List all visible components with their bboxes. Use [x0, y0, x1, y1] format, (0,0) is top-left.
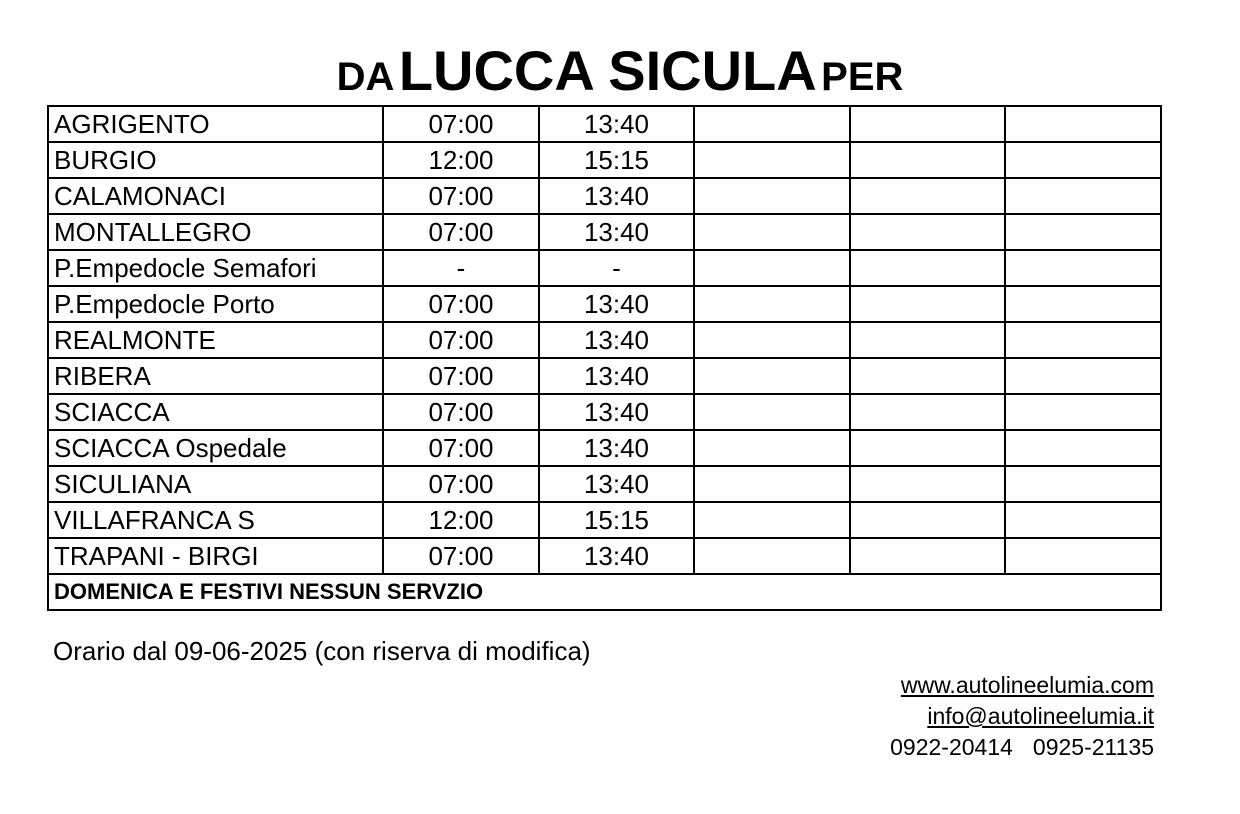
- departure-time-cell: -: [539, 250, 694, 286]
- destination-cell: BURGIO: [48, 142, 383, 178]
- phone-number-2: 0925-21135: [1032, 734, 1154, 760]
- destination-cell: RIBERA: [48, 358, 383, 394]
- departure-time-cell: 13:40: [539, 322, 694, 358]
- departure-time-cell: 13:40: [539, 394, 694, 430]
- destination-cell: CALAMONACI: [48, 178, 383, 214]
- departure-time-cell: [694, 250, 850, 286]
- departure-time-cell: 07:00: [383, 178, 539, 214]
- departure-time-cell: [694, 538, 850, 574]
- departure-time-cell: 13:40: [539, 106, 694, 142]
- departure-time-cell: [1005, 466, 1161, 502]
- departure-time-cell: 07:00: [383, 106, 539, 142]
- departure-time-cell: 13:40: [539, 214, 694, 250]
- no-service-notice: DOMENICA E FESTIVI NESSUN SERVZIO: [48, 574, 1161, 610]
- departure-time-cell: [850, 466, 1005, 502]
- departure-time-cell: [1005, 286, 1161, 322]
- notice-row: [48, 574, 1161, 610]
- phone-numbers: [890, 732, 1154, 762]
- departure-time-cell: 13:40: [539, 430, 694, 466]
- destination-cell: MONTALLEGRO: [48, 214, 383, 250]
- departure-time-cell: [850, 322, 1005, 358]
- table-row: [48, 106, 1161, 142]
- table-row: [48, 466, 1161, 502]
- departure-time-cell: [1005, 502, 1161, 538]
- table-row: [48, 286, 1161, 322]
- title-prefix: DA: [336, 55, 395, 99]
- departure-time-cell: [694, 286, 850, 322]
- destination-cell: SCIACCA Ospedale: [48, 430, 383, 466]
- email-link[interactable]: info@autolineelumia.it: [927, 703, 1154, 729]
- departure-time-cell: 07:00: [383, 394, 539, 430]
- departure-time-cell: [1005, 214, 1161, 250]
- table-row: [48, 322, 1161, 358]
- departure-time-cell: [850, 430, 1005, 466]
- departure-time-cell: 12:00: [383, 142, 539, 178]
- departure-time-cell: [1005, 430, 1161, 466]
- destination-cell: P.Empedocle Semafori: [48, 250, 383, 286]
- departure-time-cell: [850, 394, 1005, 430]
- departure-time-cell: 13:40: [539, 538, 694, 574]
- departure-time-cell: [694, 106, 850, 142]
- destination-cell: SICULIANA: [48, 466, 383, 502]
- departure-time-cell: [850, 214, 1005, 250]
- table-row: [48, 394, 1161, 430]
- page-title: [0, 38, 1240, 104]
- departure-time-cell: [1005, 538, 1161, 574]
- departure-time-cell: [850, 286, 1005, 322]
- table-row: [48, 538, 1161, 574]
- departure-time-cell: [694, 466, 850, 502]
- departure-time-cell: [694, 142, 850, 178]
- title-suffix: PER: [821, 55, 904, 99]
- departure-time-cell: [850, 106, 1005, 142]
- departure-time-cell: [694, 358, 850, 394]
- destination-cell: AGRIGENTO: [48, 106, 383, 142]
- table-row: [48, 250, 1161, 286]
- departure-time-cell: 07:00: [383, 286, 539, 322]
- departure-time-cell: [1005, 142, 1161, 178]
- departure-time-cell: 13:40: [539, 286, 694, 322]
- table-row: [48, 430, 1161, 466]
- website-link[interactable]: www.autolineelumia.com: [900, 672, 1154, 698]
- departure-time-cell: 07:00: [383, 322, 539, 358]
- departure-time-cell: 07:00: [383, 430, 539, 466]
- departure-time-cell: [850, 178, 1005, 214]
- destination-cell: SCIACCA: [48, 394, 383, 430]
- departure-time-cell: [850, 538, 1005, 574]
- departure-time-cell: [850, 358, 1005, 394]
- departure-time-cell: -: [383, 250, 539, 286]
- destination-cell: VILLAFRANCA S: [48, 502, 383, 538]
- destination-cell: P.Empedocle Porto: [48, 286, 383, 322]
- table-row: [48, 358, 1161, 394]
- departure-time-cell: [1005, 178, 1161, 214]
- departure-time-cell: [1005, 250, 1161, 286]
- departure-time-cell: 15:15: [539, 142, 694, 178]
- departure-time-cell: 13:40: [539, 178, 694, 214]
- departure-time-cell: [694, 394, 850, 430]
- departure-time-cell: [694, 214, 850, 250]
- departure-time-cell: 07:00: [383, 214, 539, 250]
- departure-time-cell: [850, 142, 1005, 178]
- phone-number-1: 0922-20414: [890, 734, 1013, 760]
- departure-time-cell: [694, 178, 850, 214]
- table-row: [48, 142, 1161, 178]
- departure-time-cell: 13:40: [539, 358, 694, 394]
- departure-time-cell: [850, 250, 1005, 286]
- departure-time-cell: 12:00: [383, 502, 539, 538]
- departure-time-cell: [850, 502, 1005, 538]
- departure-time-cell: [694, 430, 850, 466]
- departure-time-cell: 07:00: [383, 538, 539, 574]
- timetable-body: [48, 106, 1161, 610]
- title-origin: LUCCA SICULA: [398, 39, 817, 102]
- departure-time-cell: [1005, 358, 1161, 394]
- departure-time-cell: 15:15: [539, 502, 694, 538]
- destination-cell: TRAPANI - BIRGI: [48, 538, 383, 574]
- departure-time-cell: [1005, 322, 1161, 358]
- departure-time-cell: [1005, 394, 1161, 430]
- table-row: [48, 178, 1161, 214]
- destination-cell: REALMONTE: [48, 322, 383, 358]
- departure-time-cell: 07:00: [383, 466, 539, 502]
- departure-time-cell: [694, 322, 850, 358]
- schedule-validity: Orario dal 09-06-2025 (con riserva di modifica): [53, 636, 591, 666]
- departure-time-cell: [694, 502, 850, 538]
- timetable: [47, 105, 1162, 611]
- departure-time-cell: [1005, 106, 1161, 142]
- table-row: [48, 214, 1161, 250]
- departure-time-cell: 07:00: [383, 358, 539, 394]
- departure-time-cell: 13:40: [539, 466, 694, 502]
- table-row: [48, 502, 1161, 538]
